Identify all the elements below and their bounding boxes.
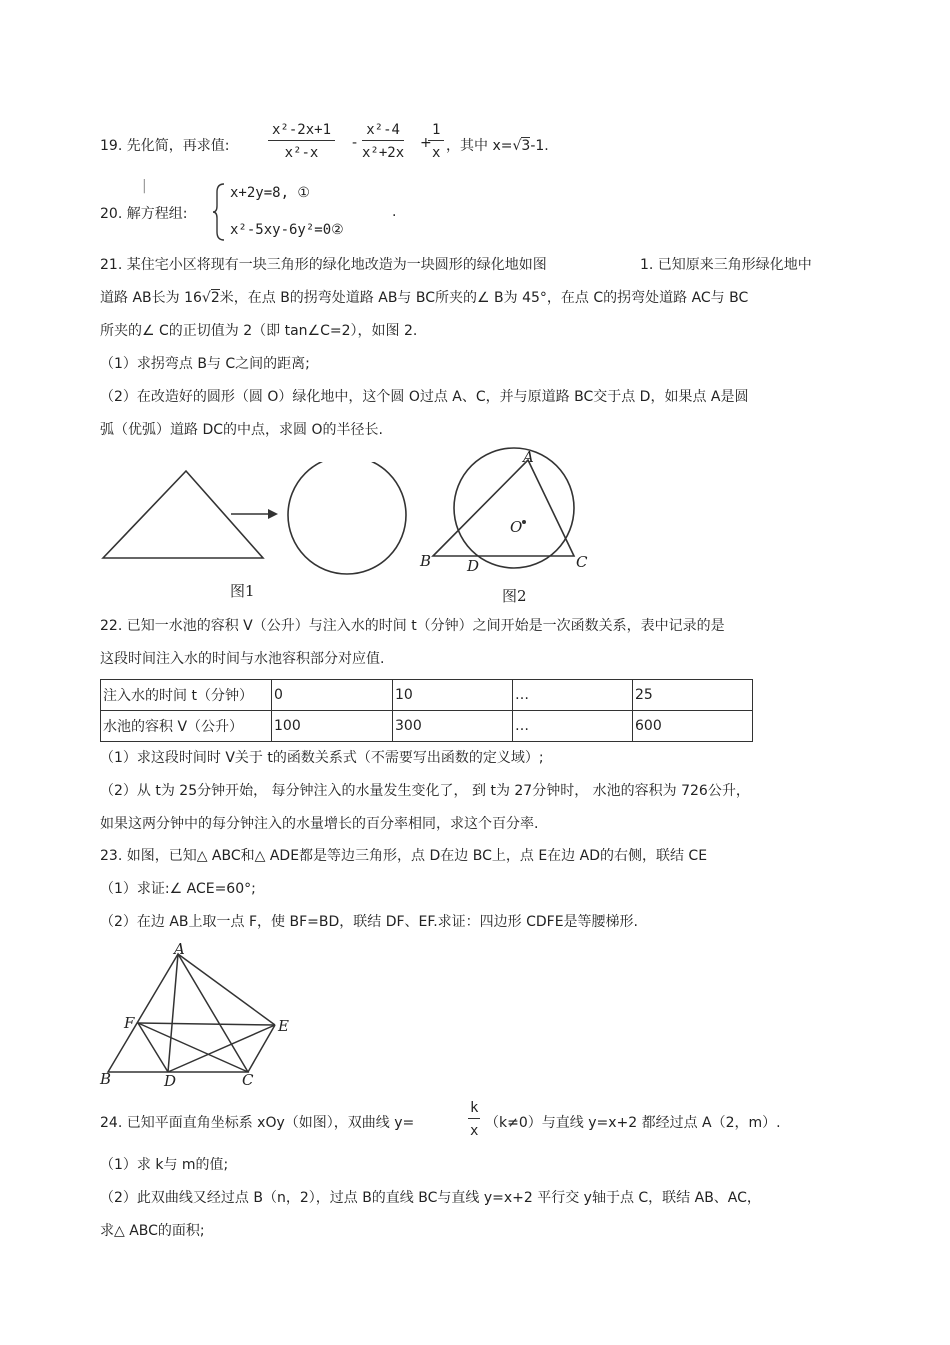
q21-sub-2b: 弧（优弧）道路 DC的中点，求圆 O的半径长. [100,422,383,438]
q21-sub-1: （1）求拐弯点 B与 C之间的距离; [100,356,310,372]
q22-sub-2a: （2）从 t为 25分钟开始， 每分钟注入的水量发生变化了， 到 t为 27分钟时， 水池的容积为 726公升， [100,783,750,799]
q19-sqrt-arg: 3 [521,138,531,154]
sqrt-icon: √ [512,138,522,154]
q19-fraction-2 [362,122,404,161]
q19-suffix [446,135,549,155]
q21-line-2 [100,287,748,307]
stray-mark: | [142,178,147,194]
q20-equation-1: x+2y=8, ① [230,185,310,201]
q21-figure-2-caption: 图2 [502,587,527,605]
q24-suffix: （k≠0）与直线 y=x+2 都经过点 A（2，m）. [485,1115,781,1131]
q22-line-1: 22. 已知一水池的容积 V（公升）与注入水的时间 t（分钟）之间开始是一次函数关系，表中记录的是 [100,618,725,634]
segment-de [168,1025,275,1072]
q21-line-2b: 米，在点 B的拐弯处道路 AB与 BC所夹的∠ B为 45°，在点 C的拐弯处道路 AC与 BC [219,290,749,306]
q24-sub-2b: 求△ ABC的面积; [100,1223,205,1239]
q24-prefix: 24. 已知平面直角坐标系 xOy（如图），双曲线 y= [100,1115,415,1131]
q21-figure-2 [415,445,595,585]
q19-minus: - [352,135,358,151]
arrow-icon [268,509,278,519]
table-row [101,711,753,742]
q24-sub-2a: （2）此双曲线又经过点 B（n，2），过点 B的直线 BC与直线 y=x+2 平行交 y轴于点 C，联结 AB、AC， [100,1190,761,1206]
q19-frac2-denominator: x²+2x [362,145,405,161]
q22-sub-1: （1）求这段时间时 V关于 t的函数关系式（不需要写出函数的定义域）; [100,750,544,766]
q23-label-f: F [124,1014,135,1032]
table-cell: 600 [633,711,753,742]
segment-ad [168,954,178,1072]
q19-frac2-numerator: x²-4 [362,122,404,141]
q22-sub-2b: 如果这两分钟中的每分钟注入的水量增长的百分率相同，求这个百分率. [100,816,539,832]
table-cell: 注入水的时间 t（分钟） [101,680,272,711]
q23-label-a: A [174,940,185,958]
q23-label-e: E [278,1017,289,1035]
circle-shape [288,462,406,574]
triangle-abc [108,954,248,1072]
segment-fc [138,1023,248,1072]
q21-line-1b: 1. 已知原来三角形绿化地中 [640,257,812,273]
q23-sub-2: （2）在边 AB上取一点 F，使 BF=BD，联结 DF、EF.求证：四边形 CDFE是等腰梯形. [100,914,639,930]
q21-figure-1-caption: 图1 [230,582,255,600]
q23-sub-1: （1）求证:∠ ACE=60°; [100,881,256,897]
q21-figure-1 [98,462,418,587]
q20-dot: . [392,204,397,220]
q19-plus: + [420,135,432,151]
table-cell: 300 [393,711,513,742]
q22-table [100,679,753,742]
q19-prefix: 19. 先化简，再求值: [100,138,230,154]
q19-frac3-numerator: 1 [428,122,444,141]
q20-equation-2: x²-5xy-6y²=0② [230,222,344,238]
table-cell: 水池的容积 V（公升） [101,711,272,742]
segment-ce [248,1025,275,1072]
table-cell: … [513,711,633,742]
q21-label-o: O [510,518,523,536]
q21-label-d: D [467,557,480,575]
q23-line-1: 23. 如图，已知△ ABC和△ ADE都是等边三角形，点 D在边 BC上，点 E在边 AD的右侧，联结 CE [100,848,708,864]
q24-frac-numerator: k [468,1100,480,1119]
q19-fraction-3 [428,122,444,161]
q21-label-b: B [420,552,432,570]
circle-o [454,448,574,568]
q20-prefix: 20. 解方程组: [100,206,188,222]
table-cell: 10 [393,680,513,711]
q19-frac3-denominator: x [432,145,441,161]
q19-suffix-pre: ，其中 x= [446,138,513,154]
table-cell: 0 [272,680,393,711]
sqrt-icon: √ [201,290,211,306]
q19-suffix-post: -1. [530,138,549,154]
q19-frac1-numerator: x²-2x+1 [268,122,335,141]
q21-sub-2a: （2）在改造好的圆形（圆 O）绿化地中，这个圆 O过点 A、C，并与原道路 BC交于点 D，如果点 A是圆 [100,389,749,405]
q21-sqrt-arg: 2 [210,290,220,306]
q23-label-d: D [164,1072,177,1090]
q24-frac-denominator: x [470,1123,479,1139]
table-cell: … [513,680,633,711]
center-point-o [522,520,526,524]
q24-fraction [468,1100,480,1139]
q22-line-2: 这段时间注入水的时间与水池容积部分对应值. [100,651,385,667]
q19-fraction-1 [268,122,335,161]
q21-label-a: A [523,448,534,466]
segment-ae [178,954,275,1025]
q23-label-c: C [242,1071,254,1089]
q24-sub-1: （1）求 k与 m的值; [100,1157,229,1173]
q19-frac1-denominator: x²-x [284,145,319,161]
table-cell: 100 [272,711,393,742]
q23-label-b: B [100,1070,112,1088]
q21-line-2a: 道路 AB长为 16 [100,290,202,306]
q21-label-c: C [576,553,588,571]
table-row [101,680,753,711]
segment-fe [138,1023,275,1025]
q21-line-3: 所夹的∠ C的正切值为 2（即 tan∠C=2），如图 2. [100,323,418,339]
q21-line-1: 21. 某住宅小区将现有一块三角形的绿化地改造为一块圆形的绿化地如图 [100,257,547,273]
table-cell: 25 [633,680,753,711]
brace-icon [212,182,226,242]
